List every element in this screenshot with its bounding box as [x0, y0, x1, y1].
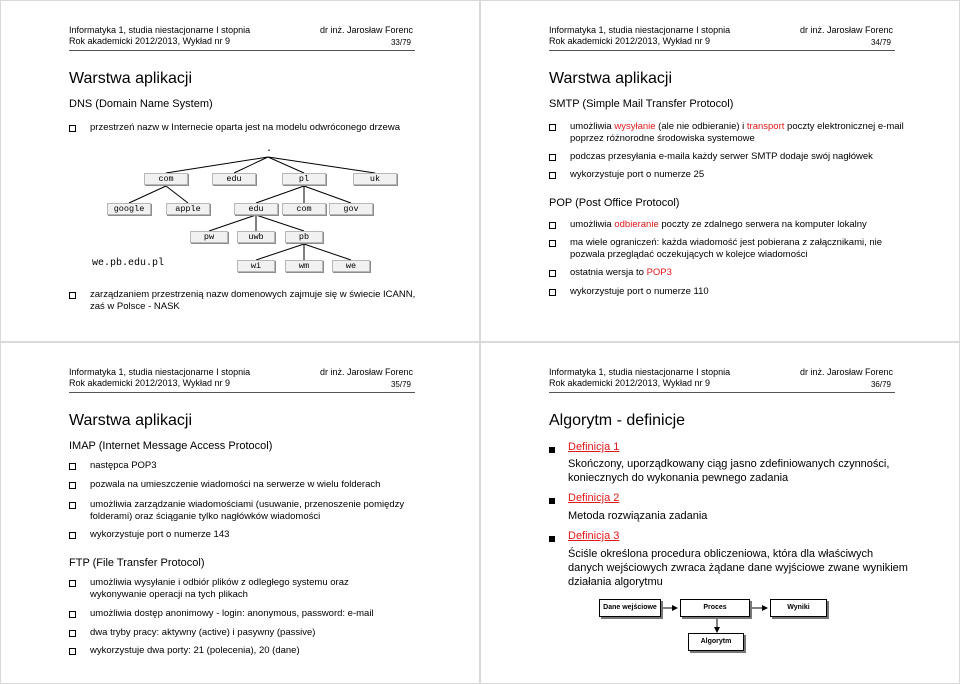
tree-node-pw: pw: [190, 231, 228, 243]
definition-2-text: Metoda rozwiązania zadania: [568, 510, 708, 522]
tree-node-wi: wi: [237, 260, 275, 272]
section-heading-dns: DNS (Domain Name System): [69, 98, 213, 110]
slide-35: Informatyka 1, studia niestacjonarne I stopnia Rok akademicki 2012/2013, Wykład nr 9 dr inż. Jarosław Forenc 35/79 Warstwa aplikacji IMAP (Internet Message Access Protocol) następca POP3 pozwala na umieszczenie wiadomości na serwerze w wielu folderach umożliwia zarządzanie wiadomościami (usuwanie, przenoszenie pomiędzy folderami) oraz ściąganie tylko nagłówków wiadomości wykorzystuje port o numerze 143 FTP (File Transfer Protocol) umożliwia wysyłanie i odbiór plików z odległego systemu oraz wykonywanie operacji na tych plikach umożliwia dostęp anonimowy - login: anonymous, password: e-mail dwa tryby pracy: aktywny (active) i pasywny (passive) wykorzystuje dwa porty: 21 (polecenia), 20 (dane): [1, 343, 479, 683]
header-rule: [69, 392, 415, 393]
square-bullet-icon: [549, 222, 556, 229]
year-line: Rok akademicki 2012/2013, Wykład nr 9: [549, 36, 711, 46]
section-heading-imap: IMAP (Internet Message Access Protocol): [69, 440, 273, 452]
year-line: Rok akademicki 2012/2013, Wykład nr 9: [69, 36, 231, 46]
tree-node-we: we: [332, 260, 370, 272]
section-heading-pop: POP (Post Office Protocol): [549, 197, 680, 209]
year-line: Rok akademicki 2012/2013, Wykład nr 9: [69, 378, 231, 388]
square-bullet-icon: [69, 611, 76, 618]
square-bullet-icon: [549, 154, 556, 161]
author: dr inż. Jarosław Forenc: [319, 25, 413, 35]
tree-node-pl: pl: [282, 173, 326, 185]
section-heading-smtp: SMTP (Simple Mail Transfer Protocol): [549, 98, 734, 110]
square-bullet-icon: [69, 292, 76, 299]
tree-node-google: google: [107, 203, 151, 215]
square-bullet-icon: [69, 502, 76, 509]
square-bullet-icon: [549, 270, 556, 277]
course-line: Informatyka 1, studia niestacjonarne I stopnia: [549, 367, 731, 377]
slide-title: Warstwa aplikacji: [69, 70, 192, 87]
tree-node-com-2: com: [282, 203, 326, 215]
square-bullet-icon: [549, 172, 556, 179]
slide-36: [481, 343, 959, 683]
author: dr inż. Jarosław Forenc: [319, 367, 413, 377]
diagram-algorithm-box: Algorytm: [688, 633, 744, 651]
square-bullet-icon: [549, 124, 556, 131]
tree-node-edu-2: edu: [234, 203, 278, 215]
section-heading-ftp: FTP (File Transfer Protocol): [69, 557, 205, 569]
definition-3-label: Definicja 3: [568, 530, 620, 542]
course-line: Informatyka 1, studia niestacjonarne I stopnia: [69, 367, 251, 377]
header-rule: [549, 50, 895, 51]
page-number: 36/79: [870, 380, 891, 389]
square-bullet-icon: [549, 240, 556, 247]
tree-node-gov: gov: [329, 203, 373, 215]
diagram-input-box: Dane wejściowe: [599, 599, 661, 617]
course-line: Informatyka 1, studia niestacjonarne I stopnia: [69, 25, 251, 35]
tree-node-pb: pb: [285, 231, 323, 243]
tree-node-uk: uk: [353, 173, 397, 185]
slide-34: Informatyka 1, studia niestacjonarne I stopnia Rok akademicki 2012/2013, Wykład nr 9 dr inż. Jarosław Forenc 34/79 Warstwa aplikacji SMTP (Simple Mail Transfer Protocol) umożliwia wysyłanie (ale nie odbieranie) i transport poczty elektronicznej e-mail poprzez różnorodne środowiska systemowe podczas przesyłania e-maila każdy serwer SMTP dodaje swój nagłówek wykorzystuje port o numerze 25 POP (Post Office Protocol) umożliwia odbieranie poczty ze zdalnego serwera na komputer lokalny ma wiele ograniczeń: każda wiadomość jest pobierana z załącznikami, nie pozwala przeglądać oczekujących w kolejce wiadomości ostatnia wersja to POP3 wykorzystuje port o numerze 110: [481, 1, 959, 341]
square-bullet-icon: [69, 463, 76, 470]
definition-1-text: Skończony, uporządkowany ciąg jasno zdefiniowanych czynności, koniecznych do wykonania pewnego zadania: [568, 458, 890, 484]
diagram-process-box: Proces: [680, 599, 750, 617]
author: dr inż. Jarosław Forenc: [799, 25, 893, 35]
tree-node-edu: edu: [212, 173, 256, 185]
algorithm-diagram-lines: [481, 343, 959, 683]
tree-node-apple: apple: [166, 203, 210, 215]
tree-example-domain: we.pb.edu.pl: [92, 258, 165, 269]
tree-node-com: com: [144, 173, 188, 185]
definition-2-label: Definicja 2: [568, 492, 620, 504]
slide-33: Informatyka 1, studia niestacjonarne I stopnia Rok akademicki 2012/2013, Wykład nr 9 dr inż. Jarosław Forenc 33/79 Warstwa aplikacji DNS (Domain Name System) przestrzeń nazw w Internecie oparta jest na modelu odwróconego drzewa . com edu pl uk google apple edu com gov pw uwb pb wi wm we we.pb.edu.pl zarządzaniem przestrzenią nazw domenowych zajmuje się w świecie ICANN, zaś w Polsce - NASK: [1, 1, 479, 341]
year-line: Rok akademicki 2012/2013, Wykład nr 9: [549, 378, 711, 388]
square-bullet-icon: [69, 580, 76, 587]
page-number: 35/79: [390, 380, 411, 389]
course-line: Informatyka 1, studia niestacjonarne I stopnia: [549, 25, 731, 35]
tree-node-wm: wm: [285, 260, 323, 272]
page-number: 34/79: [870, 38, 891, 47]
author: dr inż. Jarosław Forenc: [799, 367, 893, 377]
tree-root: .: [266, 144, 273, 155]
slide-title: Warstwa aplikacji: [549, 70, 672, 87]
slide-title: Warstwa aplikacji: [69, 412, 192, 429]
square-bullet-icon: [69, 532, 76, 539]
square-bullet-icon: [69, 630, 76, 637]
definition-3-text: Ściśle określona procedura obliczeniowa, która dla właściwych danych wejściowych zwraca żądane dane wyjściowe zwane wynikiem działania algorytmu: [568, 548, 908, 588]
square-bullet-icon: [69, 482, 76, 489]
square-bullet-icon: [69, 648, 76, 655]
square-bullet-icon: [549, 289, 556, 296]
page-number: 33/79: [390, 38, 411, 47]
definition-1-label: Definicja 1: [568, 441, 620, 453]
slide-title: Algorytm - definicje: [549, 412, 686, 429]
tree-node-uwb: uwb: [237, 231, 275, 243]
diagram-output-box: Wyniki: [770, 599, 827, 617]
